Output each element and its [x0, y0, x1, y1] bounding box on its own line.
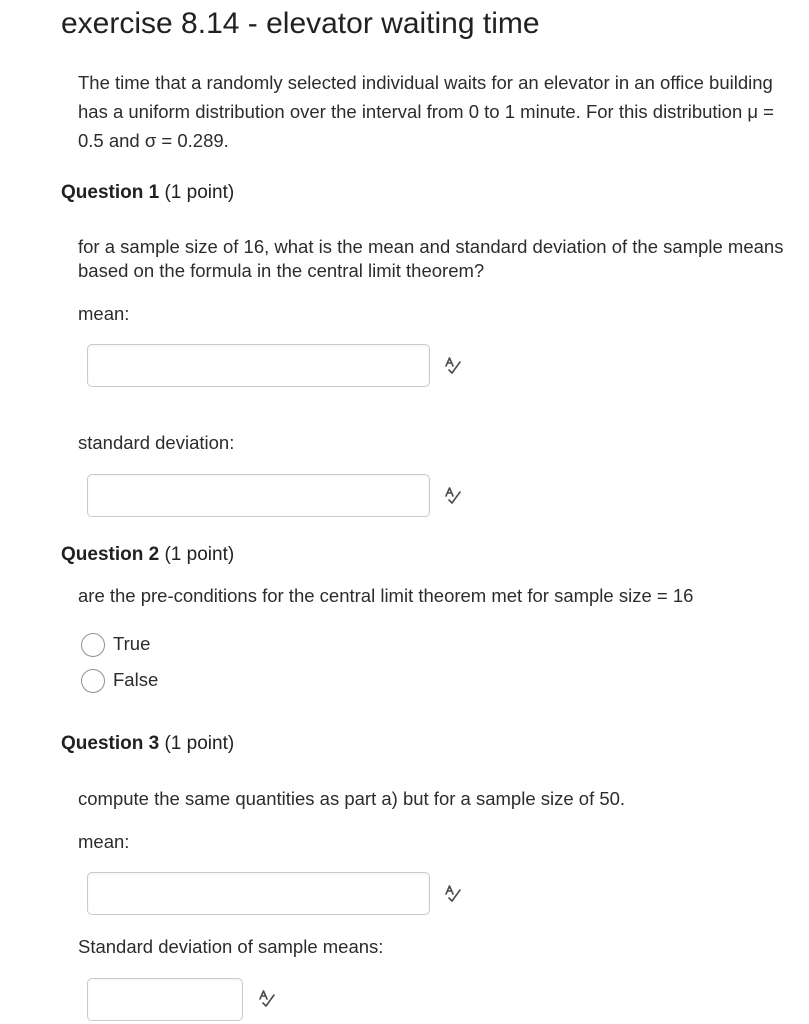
q3-sd-label: Standard deviation of sample means:: [78, 936, 384, 957]
question-1-text: for a sample size of 16, what is the mean and standard deviation of the sample means based on the formula in the central limit theorem?: [78, 236, 784, 281]
q3-mean-label: mean:: [78, 831, 130, 852]
question-2-text: are the pre-conditions for the central limit theorem met for sample size = 16: [78, 585, 694, 606]
question-1-title: Question 1: [61, 182, 160, 203]
question-1-points: (1 point): [164, 182, 235, 203]
radio-false-label[interactable]: False: [113, 669, 159, 690]
question-1-heading: [61, 180, 234, 206]
question-3-text: compute the same quantities as part a) but for a sample size of 50.: [78, 788, 626, 809]
spell-check-icon[interactable]: [257, 989, 277, 1009]
intro-text: The time that a randomly selected individual waits for an elevator in an office building has a uniform distribution over the interval from 0 to 1 minute. For this distribution μ = 0.5 and σ = 0.289.: [78, 72, 774, 151]
q1-mean-input[interactable]: [87, 344, 430, 387]
spell-check-icon[interactable]: [443, 356, 463, 376]
question-2-points: (1 point): [164, 544, 235, 565]
question-2-heading: [61, 542, 234, 568]
radio-true[interactable]: [81, 633, 105, 657]
radio-true-label[interactable]: True: [113, 633, 151, 654]
q3-mean-input[interactable]: [87, 872, 430, 915]
q1-sd-input[interactable]: [87, 474, 430, 517]
q1-mean-label: mean:: [78, 303, 130, 324]
spell-check-icon[interactable]: [443, 884, 463, 904]
spell-check-icon[interactable]: [443, 486, 463, 506]
page-title: exercise 8.14 - elevator waiting time: [61, 7, 540, 40]
question-3-title: Question 3: [61, 733, 160, 754]
question-3-points: (1 point): [164, 733, 235, 754]
q3-sd-input[interactable]: [87, 978, 243, 1021]
q1-sd-label: standard deviation:: [78, 432, 235, 453]
question-3-heading: [61, 731, 234, 757]
question-2-title: Question 2: [61, 544, 160, 565]
radio-false[interactable]: [81, 669, 105, 693]
